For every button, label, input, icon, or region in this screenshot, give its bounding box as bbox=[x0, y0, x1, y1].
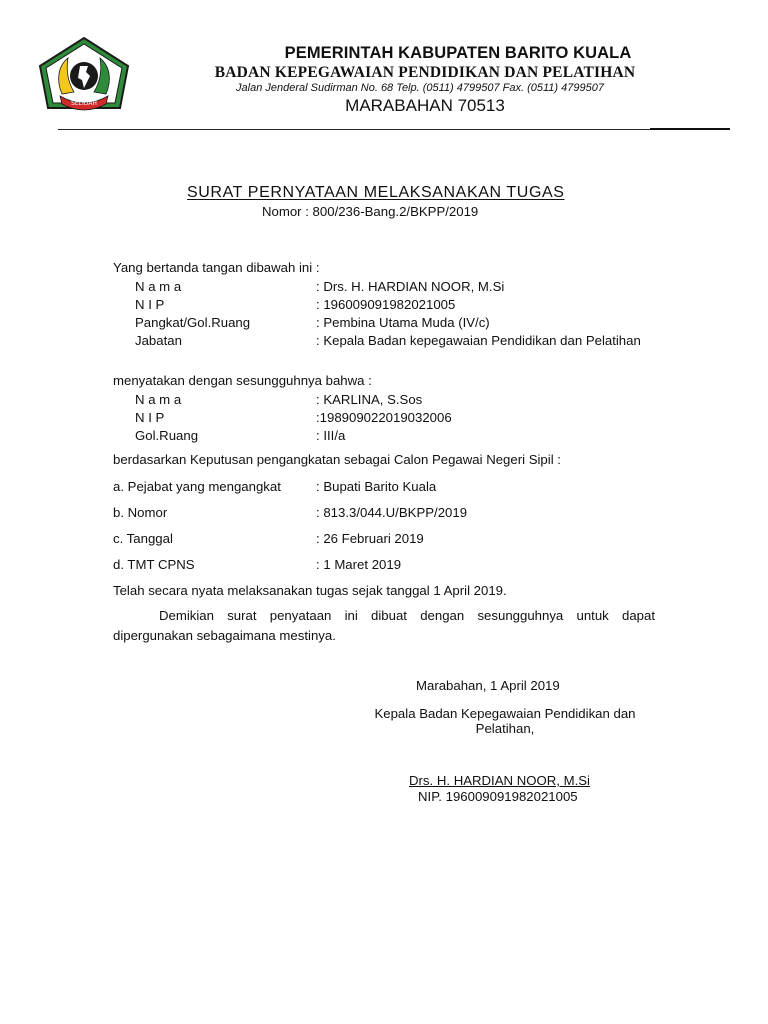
closing-paragraph: Demikian surat penyataan ini dibuat dengan sesungguhnya untuk dapat dipergunakan sebagaimana mestinya. bbox=[113, 608, 655, 643]
signature-position bbox=[350, 706, 660, 736]
regency-crest-icon bbox=[36, 36, 132, 120]
letter-number: Nomor : 800/236-Bang.2/BKPP/2019 bbox=[262, 204, 479, 219]
signature-place-date: Marabahan, 1 April 2019 bbox=[416, 678, 560, 693]
decree-date-value: : 26 Februari 2019 bbox=[316, 531, 424, 546]
decree-tmt-label: d. TMT CPNS bbox=[113, 557, 195, 572]
decree-official-value: : Bupati Barito Kuala bbox=[316, 479, 437, 494]
agency-address: Jalan Jenderal Sudirman No. 68 Telp. (0511) 4799507 Fax. (0511) 4799507 bbox=[236, 82, 604, 94]
signer-name-value: : Drs. H. HARDIAN NOOR, M.Si bbox=[316, 279, 505, 294]
signer-rank-label: Pangkat/Gol.Ruang bbox=[135, 315, 251, 330]
letterhead-divider bbox=[58, 129, 730, 130]
letter-title: SURAT PERNYATAAN MELAKSANAKAN TUGAS bbox=[187, 184, 565, 201]
employee-name-label: N a m a bbox=[135, 392, 182, 407]
employee-nip-value: :198909022019032006 bbox=[316, 410, 452, 425]
signer-rank-value: : Pembina Utama Muda (IV/c) bbox=[316, 315, 490, 330]
decree-official-label: a. Pejabat yang mengangkat bbox=[113, 479, 281, 494]
employee-rank-label: Gol.Ruang bbox=[135, 428, 199, 443]
signature-position-line2: Pelatihan, bbox=[475, 721, 535, 736]
agency-name: BADAN KEPEGAWAIAN PENDIDIKAN DAN PELATIHAN bbox=[214, 64, 636, 81]
basis-text: berdasarkan Keputusan pengangkatan sebagai Calon Pegawai Negeri Sipil : bbox=[113, 452, 561, 467]
signature-name: Drs. H. HARDIAN NOOR, M.Si bbox=[409, 773, 590, 788]
employee-nip-label: N I P bbox=[135, 410, 165, 425]
government-name: PEMERINTAH KABUPATEN BARITO KUALA bbox=[284, 44, 632, 62]
decree-number-value: : 813.3/044.U/BKPP/2019 bbox=[316, 505, 468, 520]
decree-number-label: b. Nomor bbox=[113, 505, 168, 520]
signer-name-label: N a m a bbox=[135, 279, 182, 294]
signer-nip-value: : 196009091982021005 bbox=[316, 297, 456, 312]
crest-banner-text: SELIDAH bbox=[71, 100, 97, 107]
signer-position-label: Jabatan bbox=[135, 333, 182, 348]
letterhead-divider-accent bbox=[650, 128, 730, 130]
signer-position-value: : Kepala Badan kepegawaian Pendidikan dan Pelatihan bbox=[316, 333, 641, 348]
intro-text: Yang bertanda tangan dibawah ini : bbox=[113, 260, 320, 275]
statement-text: Telah secara nyata melaksanakan tugas sejak tanggal 1 April 2019. bbox=[113, 583, 507, 598]
signature-position-line1: Kepala Badan Kepegawaian Pendidikan dan bbox=[374, 706, 636, 721]
signer-nip-label: N I P bbox=[135, 297, 165, 312]
signature-nip: NIP. 196009091982021005 bbox=[418, 789, 578, 804]
agency-city: MARABAHAN 70513 bbox=[345, 96, 505, 115]
employee-rank-value: : III/a bbox=[316, 428, 346, 443]
declaration-text: menyatakan dengan sesungguhnya bahwa : bbox=[113, 373, 372, 388]
decree-date-label: c. Tanggal bbox=[113, 531, 173, 546]
decree-tmt-value: : 1 Maret 2019 bbox=[316, 557, 402, 572]
employee-name-value: : KARLINA, S.Sos bbox=[316, 392, 423, 407]
